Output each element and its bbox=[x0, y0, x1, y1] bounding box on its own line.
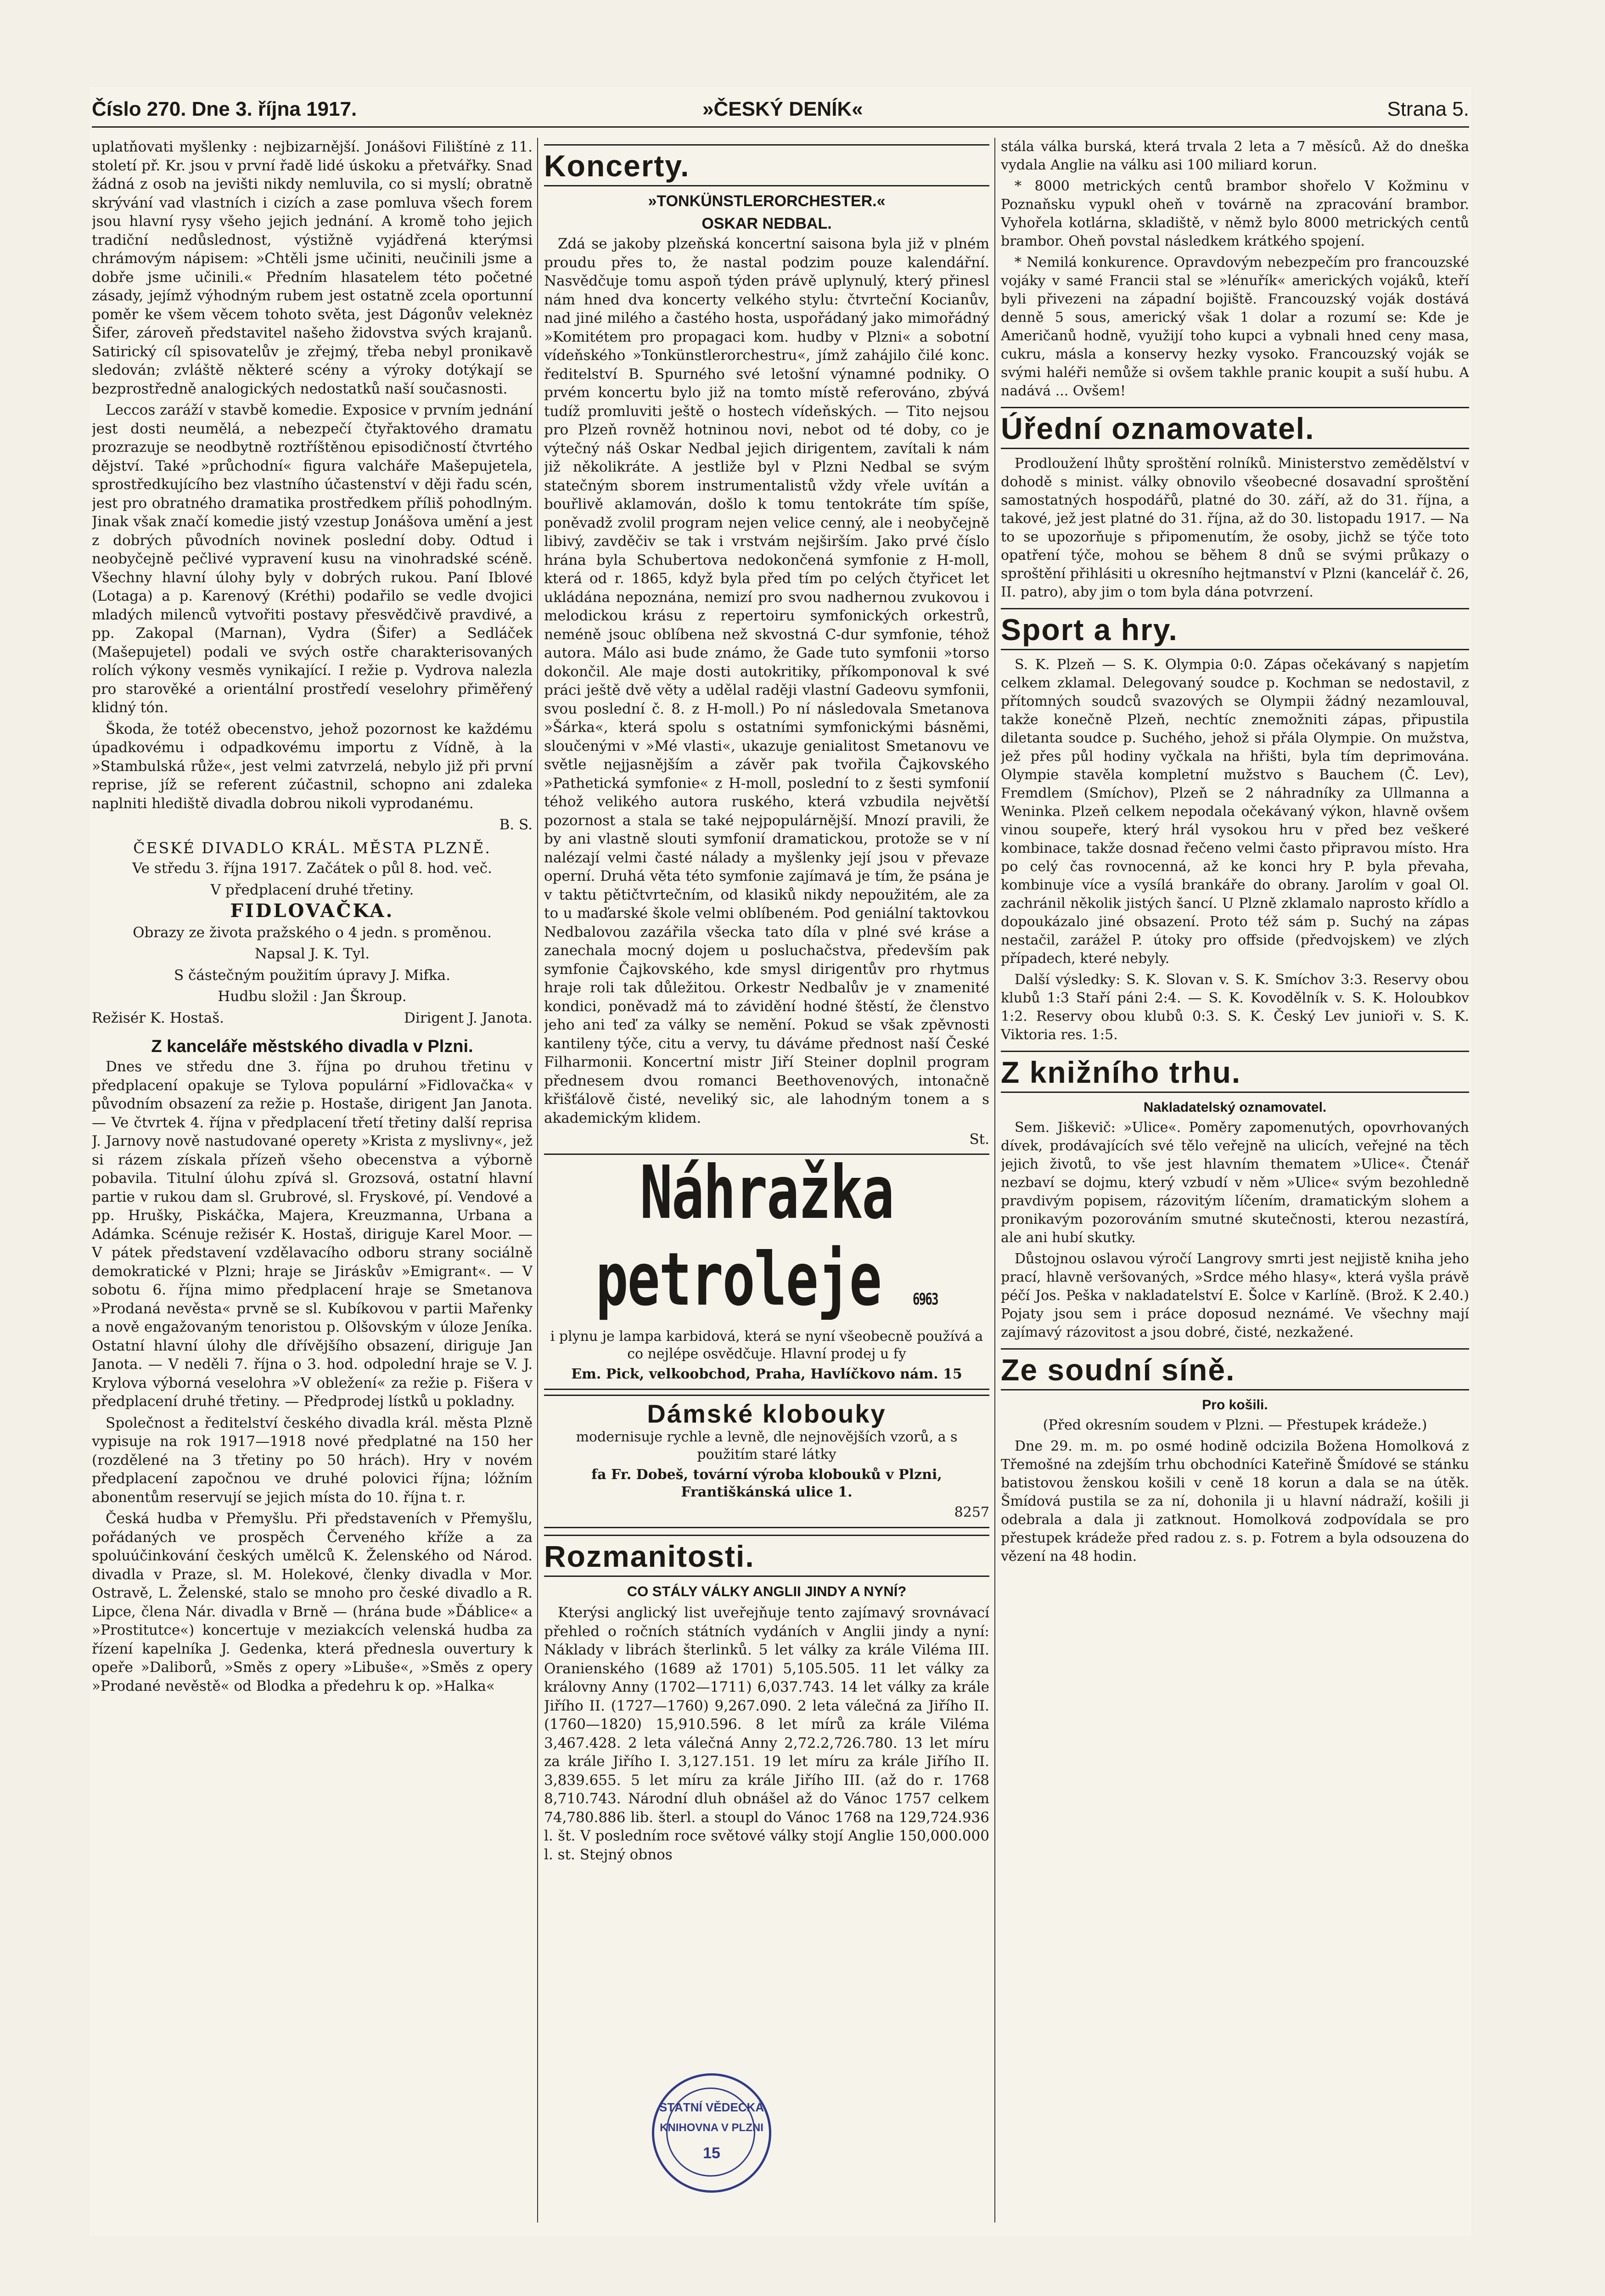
theatre-program-title: ČESKÉ DIVADLO KRÁL. MĚSTA PLZNĚ. bbox=[133, 838, 491, 857]
library-stamp bbox=[652, 2073, 771, 2193]
ad-number: 8257 bbox=[954, 1504, 989, 1520]
theatre-review-text: Škoda, že totéž obecenstvo, jehož pozornost ke každému úpadkovému i odpadkovému importu z Vídně, à la »Stambulská růže«, jest velmi zatvrzelá, nebylo již při první reprise, jíž se referent zúčastnil, schopno ani zdaleka naplniti hlediště divadla dobrou nikoli vyprodanému. bbox=[92, 720, 533, 812]
court-note: (Před okresním soudem v Plzni. — Přestupek krádeže.) bbox=[1043, 1417, 1427, 1433]
court-report: Dne 29. m. m. po osmé hodině odcizila Božena Homolková z Třemošné na zdejším trhu obchodníci Kateřině Šmídové se stánku batistovou ženskou košili v ceně 18 korun a dala se na útěk. Šmídová pustila se za ní, dohonila ji u hlavní nádraží, košili ji odebrala a dala ji zatknout. Homolková zodpovídala se pro přestupek krádeže před radou z. s. p. Fotrem a byla odsouzena do vězení na 48 hodin. bbox=[1001, 1438, 1469, 1564]
ad-headline: Náhražka petroleje 6963 bbox=[595, 1149, 938, 1322]
section-heading-miscellany: Rozmanitosti. bbox=[544, 1535, 989, 1577]
column-3 bbox=[1001, 138, 1469, 2226]
books-subtitle: Nakladatelský oznamovatel. bbox=[1143, 1100, 1327, 1115]
stamp-text: 15 bbox=[703, 2144, 720, 2162]
section-heading-court: Ze soudní síně. bbox=[1001, 1348, 1469, 1390]
stamp-text: KNIHOVNA V PLZNI bbox=[660, 2122, 763, 2134]
program-desc: Hudbu složil : Jan Škroup. bbox=[218, 988, 407, 1005]
news-item: * Nemilá konkurence. Opravdovým nebezpečím pro francouzské vojáky v samé Francii stal se »lénuřík« amerických vojáků, kteří byli přivezeni na západní bojiště. Francouzský voják dostává denně 5 sous, americký však 1 dolar a rozumí se: Kde je Američanů hodně, využijí toho kupci a vybnali hned ceny masa, cukru, másla a konservy hezky vysoko. Francouzský voják se svými haléři nemůže si ovšem takhle pranic koupit a suší hubu. A nadává ... Ovšem! bbox=[1001, 254, 1469, 399]
advertisement-hats bbox=[544, 1395, 989, 1528]
book-review: Důstojnou oslavou výročí Langrovy smrti jest nejjistě kniha jeho prací, hlavně veršovaných, »Srdce mého hlasy«, která vyšla právě péčí Jos. Peška v nakladatelství E. Šolce v Karlíně. (Brož. K 2.40.) Pojaty jsou sem i práce doposud neznámé. Ve všechny mají zajímavý rázovitost a jsou dobré, čisté, nezkažené. bbox=[1001, 1251, 1469, 1340]
sport-results: Další výsledky: S. K. Slovan v. S. K. Smíchov 3:3. Reservy obou klubů 1:3 Staří páni 2:4. — S. K. Kovodělník v. S. K. Holoubkov 1:2. Reservy obou klubů 0:3. S. K. Český Lev junioři v. S. K. Viktoria res. 1:5. bbox=[1001, 972, 1469, 1043]
court-subtitle: Pro košili. bbox=[1202, 1397, 1268, 1412]
office-news-text: Dnes ve středu dne 3. října po druhou třetinu v předplacení opakuje se Tylova populární »Fidlovačka« v původním obsazení za režie p. Hostaše, dirigent Jan Janota. — Ve čtvrtek 4. října v předplacení třetí třetiny další reprisa J. Jarnovy nově nastudované operety »Krista z myslivny«, jež si rázem získala přízeň všeho obecenstva a výborně pobavila. Titulní úlohu zpívá sl. Grozsová, ostatní hlavní partie v rukou dam sl. Grubrové, sl. Fryskové, pí. Vendové a pp. Hrušky, Piskáčka, Majera, Kreuzmanna, Urbana a Adámka. Scénuje režisér K. Hostaš, diriguje Karel Moor. — V pátek představení vzdělavacího odboru strany sociálně demokratické v Plzni; hraje se Jiráskův »Emigrant«. — V sobotu 6. října mimo předplacení hraje se Smetanova »Prodaná nevěsta« prvně se sl. Kubíkovou v partii Mařenky a nově engažovaným tenoristou p. Olšovským v úloze Jeníka. Ostatní hlavní úlohy dle dřívějšího obsazení, diriguje Jan Janota. — V neděli 7. října o 3. hod. odpolední hraje se V. J. Krylova výborná veselohra »V obležení« za režie p. Fišera v předplacení druhé třetiny. — Předprodej lístků u pokladny. bbox=[92, 1058, 533, 1410]
advertisement-lamp bbox=[544, 1149, 989, 1390]
program-date: Ve středu 3. října 1917. Začátek o půl 8. hod. več. bbox=[132, 860, 492, 877]
column-rule bbox=[994, 138, 995, 2223]
ad-headline: Dámské klobouky bbox=[647, 1399, 887, 1428]
program-conductor: Dirigent J. Janota. bbox=[404, 1009, 533, 1026]
book-review: Sem. Jiškevič: »Ulice«. Poměry zapomenutých, opovrhovaných dívek, prodávajících své tělo veřejně na ulicích, veřejné na těch jejich životů, to vše jest hlavním thematem »Ulice«. Čtenář nezbaví se dojmu, který vzbudí v něm »Ulice« svým bezohledně pravdivým popisem, rázovitým líčením, dramatickým slohem a pronikavým pozorováním smutné skutečnosti, kterou nezastírá, ale ani hubí skutky. bbox=[1001, 1120, 1469, 1246]
column-2 bbox=[544, 138, 989, 2226]
concert-subtitle: OSKAR NEDBAL. bbox=[701, 214, 832, 232]
theatre-review-text: Leccos zaráží v stavbě komedie. Exposice v prvním jednání jest dosti neumělá, a nebezpečí čtyřaktového dramatu prozrazuje se neodbytně roztříštěnou episodičností čtvrtého dějství. Také »průchodní« figura valcháře Mašepujetela, sprostředkujícího bez vlastního účastenství v ději řadu scén, jest pro obratného dramatika prostředkem příliš pohodlným. Jinak však značí komedie jistý vzestup Jonášova umění a jest z dobrých původních novinek poslední doby. Odtud i neobyčejně pečlivé vypravení kusu na vinohradské scéně. Všechny hlavní úlohy byly v dobrých rukou. Paní Iblové (Lotaga) a p. Karenový (Kréthi) podařilo se vedle dvojici mladých milenců vytvořiti postavy přesvědčivě pravdivé, a pp. Zakopal (Marnan), Vydra (Šifer) a Sedláček (Mašepujetel) podali ve svých ostře charakterisovaných rolích výkony vesměs vynikající. I režie p. Vydrova nalezla pro starověké a orientální prostředí veselohry přiměřený klidný tón. bbox=[92, 402, 533, 716]
subscription-notice: Společnost a ředitelství českého divadla král. města Plzně vypisuje na rok 1917—1918 nové předplatné na 150 her (rozdělené na 3 třetiny po 50 hrách). Hry v novém předplacení započnou ve druhé polovici října; lóžním abonentům reservují se jejich místa do 10. října t. r. bbox=[92, 1414, 533, 1506]
section-heading-concerts: Koncerty. bbox=[544, 144, 989, 186]
masthead: »ČESKÝ DENÍK« bbox=[702, 98, 863, 120]
program-play-title: FIDLOVAČKA. bbox=[230, 900, 394, 922]
program-desc: Obrazy ze života pražského o 4 jedn. s proměnou. bbox=[133, 924, 492, 941]
ad-text: fa Fr. Dobeš, tovární výroba klobouků v Plzni, Františkánská ulice 1. bbox=[591, 1466, 942, 1500]
program-desc: S částečným použitím úpravy J. Mifka. bbox=[174, 967, 451, 984]
ad-text: Em. Pick, velkoobchod, Praha, Havlíčkovo nám. 15 bbox=[571, 1366, 962, 1382]
office-news-title: Z kanceláře městského divadla v Plzni. bbox=[151, 1036, 473, 1056]
section-heading-official: Úřední oznamovatel. bbox=[1001, 407, 1469, 449]
article-title: CO STÁLY VÁLKY ANGLII JINDY A NYNÍ? bbox=[627, 1583, 907, 1599]
program-credits bbox=[92, 1009, 533, 1027]
author-signature: B. S. bbox=[499, 816, 533, 833]
author-signature: St. bbox=[969, 1131, 989, 1148]
column-rule bbox=[537, 138, 538, 2223]
section-heading-sport: Sport a hry. bbox=[1001, 608, 1469, 650]
section-heading-books: Z knižního trhu. bbox=[1001, 1051, 1469, 1093]
stamp-text: STÁTNÍ VĚDECKÁ bbox=[659, 2100, 764, 2114]
column-1 bbox=[92, 138, 533, 2226]
concert-review-text: Zdá se jakoby plzeňská koncertní saisona byla již v plném proudu přes to, že nastal podzim pouze kalendářní. Nasvědčuje tomu aspoň týden právě uplynulý, který přinesl nám hned dva koncerty velkého stylu: čtvrteční Kocianův, nad jiné milého a častého hosta, uspořádaný jako mimořádný »Komitétem pro propagaci kom. hudby v Plzni« a sobotní vídeňského »Tonkünstlerorchestru«, jímž zahájilo čilé konc. ředitelství B. Spurného své letošní výnamné podniky. O prvém koncertu bylo již na tomto místě referováno, zbývá tudíž promluviti ještě o hostech vídeňských. — Tito nejsou pro Plzeň rovněž hotninou novi, nebot od té doby, co je výtečný náš Oskar Nedbal jejich dirigentem, zavítali k nám již několikráte. A jestliže byl v Plzni Nedbal se svým statečným sborem instrumentalistů vždy vřele uvítán a bouřlivě aklamován, došlo k tomu tentokráte tím spíše, poněvadž zvolil program nejen velice cenný, ale i neobyčejně libivý, zavděčiv se tak i vrstvám nejširším. Jako prvé číslo hrána byla Schubertova nedokončená symfonie z H-moll, která od r. 1865, když byla před tím po celých čtyřicet let ukládána nepoznána, nemizí pro svou nadhernou zvukovou i melodickou krásu z repertoiru symfonických orkestrů, neméně jsouc oblíbena než skvostná C-dur symfonie, téhož autora. Málo asi bude známo, že Gade tuto symfonii »torso dokončil. Ale maje dosti autokritiky, příkomponoval k své práci ještě dvě věty a udělal raději vlastní Gadeovu symfonii, svou poslední č. 8. z H-moll.) Po ní následovala Smetanova »Šárka«, která spolu s ostatními symfonickými básněmi, sloučenými v »Mé vlasti«, ukazuje genialitost Smetanovu ve světle nejjasnějším a závěr pak tvořila Čajkovského »Pathetická symfonie« z H-moll, poslední to z šesti symfonií téhož velikého autora ruského, která vzbudila největší pozornost a stala se také nejpopulárnější. Mnozí pravili, že by ani vlastně slouti symfonií dramatickou, protože se v ní nalézají velmi časté nálady a myšlenky její jsou v převaze operní. Druhá věta této symfonie zajímavá je tím, že psána je v taktu pětičtvrtečním, od klasiků nikdy nepoužitém, ale za to u maďarské škole velmi oblíbeném. Pod geniální taktovkou Nedbalovou zazářila všecka tato díla v plné své kráse a zanechala mocný dojem u posluchačstva, především pak symfonie Čajkovského, kde smysl dirigentův pro rhytmus hraje roli tak důležitou. Orkestr Nedbalův je v znamenité kondici, poněvadž má to závidění hodné štěstí, že členstvo jeho ani teď za války se nemění. Pokud se však zpěvnosti kantileny týče, citu a vervy, tu dáváme přednost naší České Filharmonii. Koncertní mistr Jiří Steiner doplnil program přednesem dvou romanci Beethovenových, intonačně křišťálově čisté, neveliký sic, ale lahodným tonem a s akademickým klidem. bbox=[544, 236, 989, 1126]
article-text: Kterýsi anglický list uveřejňuje tento zajímavý srovnávací přehled o ročních státních vydáních v Anglii jindy a nyní: Náklady v librách šterlinků. 5 let války za krále Viléma III. Oranienského (1689 až 1701) 5,105.505. 11 let války za královny Anny (1702—1711) 6,037.743. 14 let války za krále Jiřího II. (1727—1760) 9,267.090. 2 leta válečná za Jiřího II. (1760—1820) 15,910.596. 8 let mírů za krále Viléma 3,467.428. 2 leta válečná Anny 2,72.2,726.780. 13 let míru za krále Jiřího I. 3,127.151. 19 let míru za krále Jiřího II. 3,839.655. 5 let míru za krále Jiřího III. (až do r. 1768 8,710.743. Národní dluh obnášel až do Vánoc 1757 celkem 74,780.886 lib. šterl. a stoupl do Vánoc 1768 na 129,724.936 l. št. V posledním roce světové války stojí Anglie 150,000.000 l. st. Stejný obnos bbox=[544, 1604, 989, 1863]
program-subscription: V předplacení druhé třetiny. bbox=[210, 881, 414, 898]
ad-number: 6963 bbox=[912, 1290, 938, 1309]
program-desc: Napsal J. K. Tyl. bbox=[254, 945, 370, 962]
music-news-text: Česká hudba v Přemyšlu. Při představeních v Přemyšlu, pořádaných ve prospěch Červeného kříže a za spoluúčinkování českých umělců K. Želenského od Národ. divadla v Praze, sl. M. Holekové, členky divadla v Mor. Ostravě, L. Želenské, stalo se mnoho pro české divadlo a R. Lipce, člena Nár. divadla v Brně — (hrána bude »Ďáblice« a »Prostitutce«) koncertuje v meziakcích velenská hudba za řízení kapelníka J. Gedenka, která přednesla ouvertury k opeře »Daliborů, »Směs z opery »Libuše«, »Směs z opery »Prodané nevěstě« od Blodka a předehru k op. »Halka« bbox=[92, 1510, 533, 1694]
news-item: * 8000 metrických centů brambor shořelo V Kožminu v Poznaňsku vypukl oheň v továrně na zpracování brambor. Vyhořela kotlárna, skladiště, v němž bylo 8000 metrických centů brambor. Oheň povstal následkem krátkého spojení. bbox=[1001, 178, 1469, 249]
theatre-review-text: uplatňovati myšlenky : nejbizarnější. Jonášovi Filištínė z 11. století př. Kr. jsou v první řadě lidé úskoku a přetvářky. Snad žádná z osob na jevišti nikdy nemluvila, co si myslí; obratně skrývání vad vlastních i cizích a zase pomluva všech forem jsou hlavní rysy všeho jejich jednání. A kromě toho jejich tradiční nedůslednost, výstižně vyjádřená kterýmsi chrámovým nápisem: »Chtěli jsme učiniti, neučinili jsme a dobře jsme učinili.« Předním hlasatelem této početné zásady, jejímž výhodným rubem jest ostatně zcela oportunní poměr ke všem věcem tohoto světa, jest Dágonův veleknėz Šifer, zároveň představitel našeho židovstva svých krajanů. Satirický cíl spisovatelův je zřejmý, třeba nebyl pronikavě sledován; zvláště některé scény a výroky dotýkají se bezprostředně analogických nedostatků naší současnosti. bbox=[92, 139, 533, 397]
program-director: Režisér K. Hostaš. bbox=[92, 1009, 224, 1026]
issue-number-date: Číslo 270. Dne 3. října 1917. bbox=[92, 98, 357, 120]
page-number: Strana 5. bbox=[1387, 98, 1469, 120]
concert-subtitle: »TONKÜNSTLERORCHESTER.« bbox=[648, 192, 886, 210]
official-notice: Prodloužení lhůty sproštění rolníků. Ministerstvo zemědělství v dohodě s minist. války obnovilo všeobecné dosavadní sproštění samostatných hospodářů, platné do 30. září, až do 31. října, a takové, jež jest platné do 31. října, až do 30. listopadu 1917. — Na to se upozorňuje s připomenutím, že osoby, jichž se týče toto opatření týče, mohou se během 8 dnů se svými průkazy o sproštění přihlásiti u okresního hejtmanství v Plzni (kancelář č. 26, II. patro), aby jim o tom byla dána potvrzení. bbox=[1001, 456, 1469, 600]
sport-report: S. K. Plzeň — S. K. Olympia 0:0. Zápas očekávaný s napjetím celkem zklamal. Delegovaný soudce p. Kochman se nedostavil, z přítomných soudců svazových se Olympii žádný nezamlouval, takže konečně Plzeň, nechtíc znemožniti zápas, připustila diletanta soudce p. Suchého, jehož si přála Olympie. On mužstva, jež přes půl hodiny vyčkala na hřišti, byla tím deprimována. Olympie stavěla kompletní mužstvo s Bauchem (Č. Lev), Fremdlem (Smíchov), Plzeň se 2 náhradníky za Ullmanna a Weninka. Plzeň celkem nepodala očekávaný výkon, hlavně ovšem vinou soupeře, který hrál vysokou hru v před bez veškeré kombinace, takže dosnad řečeno velmi často připravou místo. Hra po celý čas rovnocenná, až ke konci hry P. byla převaha, kombinuje více a vysílá brankáře do obrany. Jarolím v goal Ol. zachránil několik jistých šancí. U Plzně zklamalo naprosto křídlo a dopoukázalo jiné obsazení. Proto též sám p. Suchý na zápas nestačil, zarážel P. útoky pro offside (předvojskem) ve zlých případech, které nebyly. bbox=[1001, 657, 1469, 967]
ad-text: modernisuje rychle a levně, dle nejnovějších vzorů, a s použitím staré látky bbox=[576, 1429, 958, 1463]
ad-text: i plynu je lampa karbidová, která se nyní všeobecně používá a co nejlépe osvědčuje. Hlavní prodej u fy bbox=[550, 1328, 983, 1362]
article-text: stála válka burská, která trvala 2 leta a 7 měsíců. Až do dneška vydala Anglie na válku asi 100 miliard korun. bbox=[1001, 139, 1469, 173]
running-head bbox=[92, 94, 1469, 128]
